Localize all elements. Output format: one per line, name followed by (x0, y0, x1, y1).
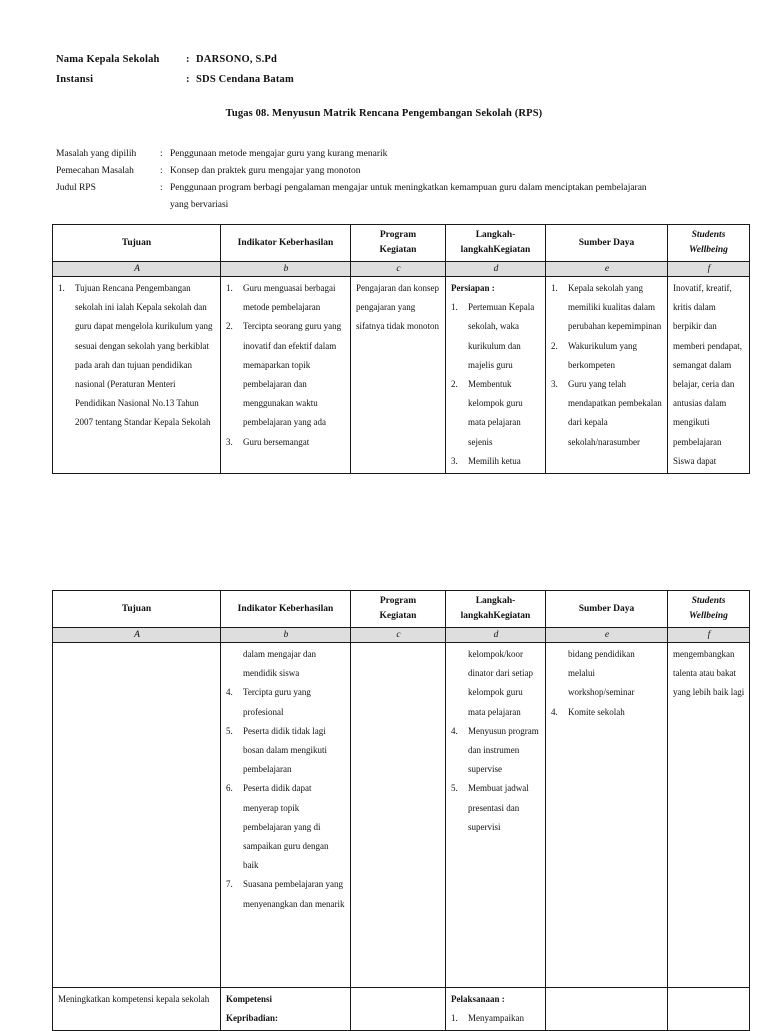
table-letter-row (53, 628, 750, 643)
list-item-label: Memilih ketua (468, 455, 521, 466)
list-marker: 4. (226, 687, 233, 698)
list-item (451, 1009, 541, 1028)
langkah-list (451, 1009, 541, 1028)
list-item-label: Peserta didik dapat menyerap topik pembelajaran yang di sampaikan guru dengan baik (243, 783, 329, 871)
list-item (451, 452, 541, 471)
list-item (226, 875, 346, 913)
column-header-program-line1: Program (379, 596, 417, 606)
tujuan-text: Meningkatkan kompetensi kepala sekolah (58, 994, 210, 1004)
column-letter-d: d (446, 628, 546, 643)
meta-value-judul: Penggunaan program berbagi pengalaman mengajar untuk meningkatkan kemampuan guru dalam menciptakan pembelajaran (170, 183, 647, 193)
indikator-list (226, 279, 346, 452)
column-header-langkah-line1: Langkah- (475, 230, 516, 240)
cell-indikator (221, 643, 351, 988)
column-header-program-line2: Kegiatan (379, 611, 417, 621)
list-item (226, 722, 346, 780)
indikator-continuation-text: dalam mengajar dan mendidik siswa (243, 649, 316, 679)
cell-program-kegiatan (351, 277, 446, 474)
table-row (53, 277, 750, 474)
column-header-students-line2: Wellbeing (689, 611, 728, 621)
list-item (58, 279, 216, 433)
column-letter-c: c (351, 628, 446, 643)
column-letter-e: e (546, 262, 668, 277)
identity-block (56, 50, 716, 90)
list-item-label: Guru menguasai berbagai metode pembelajaran (243, 283, 336, 313)
list-item (226, 779, 346, 875)
column-header-langkah-line2: langkahKegiatan (460, 245, 531, 255)
meta-colon: : (160, 149, 163, 159)
column-header-program (351, 225, 446, 262)
column-header-students-line2: Wellbeing (689, 245, 728, 255)
indikator-heading-line1: Kompetensi (226, 994, 272, 1004)
column-letter-b: b (221, 262, 351, 277)
column-header-tujuan: Tujuan (53, 591, 221, 628)
list-item-label: Kepala sekolah yang memiliki kualitas dalam perubahan kepemimpinan (568, 283, 662, 332)
column-header-program-line1: Program (379, 230, 417, 240)
column-header-students-line1: Students (691, 596, 726, 606)
list-marker: 2. (551, 340, 558, 351)
cell-indikator (221, 277, 351, 474)
identity-colon: : (186, 54, 190, 65)
cell-students-wellbeing (668, 643, 750, 988)
list-marker: 7. (226, 879, 233, 890)
sumber-continuation-text: bidang pendidikan melalui workshop/seminar (568, 649, 635, 698)
sumber-list (551, 703, 663, 722)
column-header-langkah (446, 225, 546, 262)
list-item-label: Komite sekolah (568, 706, 625, 717)
list-item-label: Guru bersemangat (243, 436, 310, 447)
identity-label-instansi: Instansi (56, 74, 94, 85)
identity-value-instansi: SDS Cendana Batam (196, 74, 294, 85)
table-header-row (53, 225, 750, 262)
column-letter-b: b (221, 628, 351, 643)
list-item (551, 337, 663, 375)
meta-row-judul (56, 180, 736, 197)
column-header-sumber-daya: Sumber Daya (546, 225, 668, 262)
identity-value-nama: DARSONO, S.Pd (196, 54, 278, 65)
list-item-label: Peserta didik tidak lagi bosan dalam mengikuti pembelajaran (243, 725, 327, 775)
list-item (451, 375, 541, 452)
list-item-label: Wakurikulum yang berkompeten (568, 340, 638, 370)
list-marker: 1. (451, 1013, 458, 1024)
column-letter-f: f (668, 628, 750, 643)
list-item (451, 722, 541, 780)
meta-value-masalah: Penggunaan metode mengajar guru yang kurang menarik (170, 149, 388, 159)
meta-block (56, 146, 736, 214)
indikator-heading-line2: Kepribadian: (226, 1013, 279, 1024)
list-marker: 3. (551, 379, 558, 390)
list-marker: 2. (451, 379, 458, 390)
list-marker: 1. (551, 283, 558, 293)
rps-matrix-table-1 (52, 224, 750, 474)
column-header-program-line2: Kegiatan (379, 245, 417, 255)
column-header-indikator: Indikator Keberhasilan (221, 225, 351, 262)
column-letter-a: A (53, 628, 221, 643)
list-item (226, 317, 346, 432)
list-item-label: Membuat jadwal presentasi dan supervisi (468, 783, 529, 832)
langkah-list (451, 722, 541, 837)
list-item-label: Pertemuan Kepala sekolah, waka kurikulum dan majelis guru (468, 302, 535, 370)
list-marker: 4. (551, 706, 558, 717)
wellbeing-text: Inovatif, kreatif, kritis dalam berpikir dan memberi pendapat, semangat dalam belajar, ceria dan antusias dalam mengikuti pembelajaran Siswa dapat (673, 283, 742, 466)
list-marker: 2. (226, 321, 233, 332)
table-header-row (53, 591, 750, 628)
list-item (226, 279, 346, 317)
list-item-label: Tercipta seorang guru yang inovatif dan efektif dalam memaparkan topik pembelajaran dan menggunakan waktu pembelajaran yang ada (243, 321, 342, 428)
cell-program-kegiatan (351, 643, 446, 988)
list-marker: 6. (226, 783, 233, 794)
list-item-label: Tujuan Rencana Pengembangan sekolah ini ialah Kepala sekolah dan guru dapat mengelola kurikulum yang sesuai dengan sekolah yang berkiblat pada arah dan tujuan pendidikan nasional (Peraturan Menteri Pendidikan Nasional No.13 Tahun 2007 tentang Standar Kepala Sekolah (75, 283, 213, 428)
cell-sumber-daya (546, 988, 668, 1031)
column-header-tujuan: Tujuan (53, 225, 221, 262)
list-marker: 5. (226, 725, 233, 736)
sumber-list (551, 279, 663, 452)
table-row (53, 643, 750, 988)
list-item (226, 433, 346, 452)
list-item-label: Menyampaikan (468, 1013, 524, 1024)
identity-label-nama: Nama Kepala Sekolah (56, 54, 160, 65)
langkah-heading-pelaksanaan: Pelaksanaan : (451, 994, 505, 1004)
column-letter-c: c (351, 262, 446, 277)
column-letter-e: e (546, 628, 668, 643)
list-item-label: Guru yang telah mendapatkan pembekalan dari kepala sekolah/narasumber (568, 379, 662, 447)
page-title: Tugas 08. Menyusun Matrik Rencana Pengembangan Sekolah (RPS) (225, 108, 543, 119)
cell-students-wellbeing (668, 988, 750, 1031)
list-item-label: Suasana pembelajaran yang menyenangkan dan menarik (243, 879, 345, 909)
cell-indikator (221, 988, 351, 1031)
cell-students-wellbeing (668, 277, 750, 474)
meta-row-masalah (56, 146, 736, 163)
column-header-sumber-daya: Sumber Daya (546, 591, 668, 628)
identity-colon: : (186, 74, 190, 85)
cell-sumber-daya (546, 643, 668, 988)
list-marker: 3. (451, 455, 458, 466)
meta-colon: : (160, 183, 163, 193)
list-item (551, 279, 663, 337)
list-item (226, 683, 346, 721)
meta-colon: : (160, 166, 163, 176)
cell-tujuan (53, 988, 221, 1031)
rps-matrix-table-2 (52, 590, 750, 1031)
tujuan-list (58, 279, 216, 433)
meta-label-masalah: Masalah yang dipilih (56, 149, 137, 159)
list-marker: 1. (58, 283, 65, 293)
wellbeing-continuation-text: mengembangkan talenta atau bakat yang lebih baik lagi (673, 649, 745, 698)
meta-label-pemecahan: Pemecahan Masalah (56, 166, 134, 176)
cell-tujuan (53, 277, 221, 474)
column-letter-a: A (53, 262, 221, 277)
list-item (451, 779, 541, 837)
list-item (551, 375, 663, 452)
list-marker: 4. (451, 725, 458, 736)
identity-row (56, 70, 716, 90)
list-item (451, 298, 541, 375)
column-header-students-wellbeing (668, 225, 750, 262)
column-header-indikator: Indikator Keberhasilan (221, 591, 351, 628)
list-item-label: Membentuk kelompok guru mata pelajaran sejenis (468, 379, 523, 447)
identity-row (56, 50, 716, 70)
column-letter-d: d (446, 262, 546, 277)
list-item (551, 703, 663, 722)
table-letter-row (53, 262, 750, 277)
column-header-langkah-line1: Langkah- (475, 596, 516, 606)
cell-langkah-kegiatan (446, 643, 546, 988)
cell-langkah-kegiatan (446, 277, 546, 474)
meta-row-pemecahan (56, 163, 736, 180)
langkah-heading-persiapan: Persiapan : (451, 283, 495, 293)
cell-sumber-daya (546, 277, 668, 474)
cell-tujuan (53, 643, 221, 988)
list-marker: 3. (226, 436, 233, 447)
column-header-program (351, 591, 446, 628)
table-row (53, 988, 750, 1031)
list-marker: 1. (226, 283, 233, 293)
column-header-students-wellbeing (668, 591, 750, 628)
meta-label-judul: Judul RPS (56, 183, 96, 193)
meta-judul-continuation: yang bervariasi (170, 200, 229, 210)
program-text: Pengajaran dan konsep pengajaran yang sifatnya tidak monoton (356, 283, 439, 332)
langkah-list (451, 298, 541, 471)
column-header-langkah-line2: langkahKegiatan (460, 611, 531, 621)
meta-value-pemecahan: Konsep dan praktek guru mengajar yang monoton (170, 166, 361, 176)
list-marker: 5. (451, 783, 458, 794)
indikator-list (226, 683, 346, 913)
list-marker: 1. (451, 302, 458, 313)
cell-program-kegiatan (351, 988, 446, 1031)
list-item-label: Menyusun program dan instrumen supervise (468, 725, 539, 775)
column-letter-f: f (668, 262, 750, 277)
column-header-langkah (446, 591, 546, 628)
column-header-students-line1: Students (691, 230, 726, 240)
cell-langkah-kegiatan (446, 988, 546, 1031)
list-item-label: Tercipta guru yang profesional (243, 687, 311, 717)
langkah-continuation-text: kelompok/koor dinator dari setiap kelompok guru mata pelajaran (468, 649, 533, 717)
